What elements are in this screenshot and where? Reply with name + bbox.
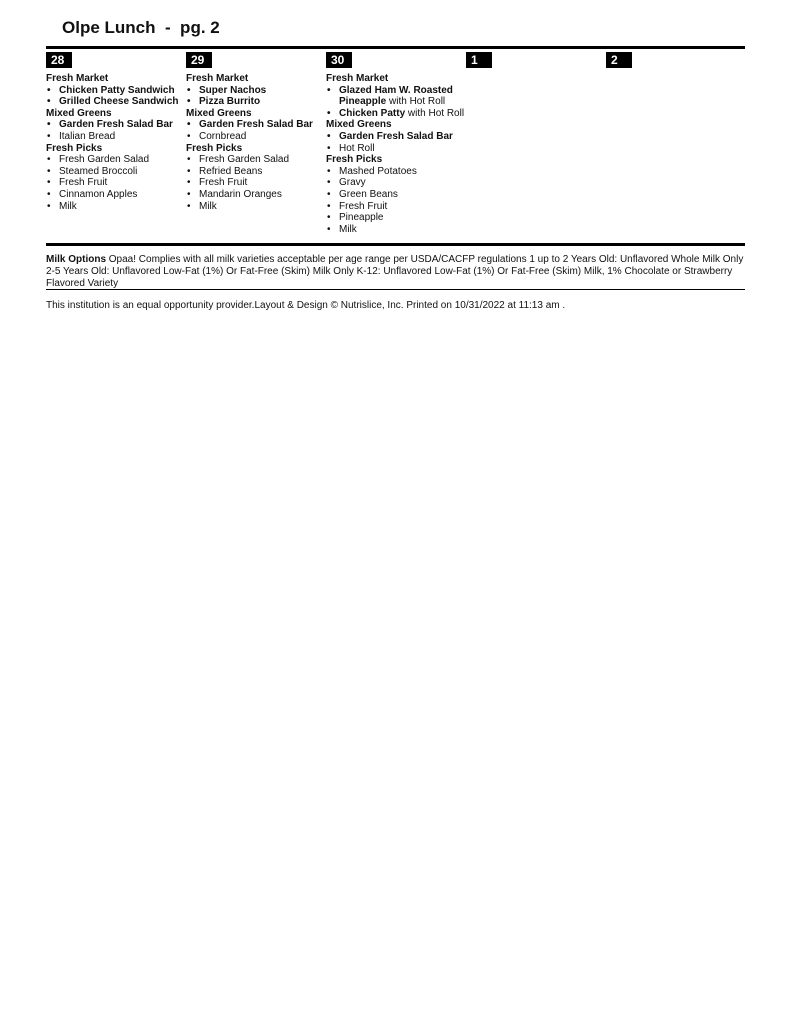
menu-item-name: Fresh Garden Salad bbox=[59, 154, 150, 166]
menu-item bbox=[46, 119, 186, 131]
menu-item-name: Milk bbox=[199, 200, 217, 212]
menu-item-name: Pizza Burrito bbox=[199, 96, 261, 108]
day-column-28 bbox=[46, 51, 186, 212]
day-column-29 bbox=[186, 51, 326, 212]
menu-item-name: Italian Bread bbox=[59, 130, 116, 142]
menu-item bbox=[326, 212, 466, 224]
day-column-30 bbox=[326, 51, 466, 235]
menu-item bbox=[46, 154, 186, 166]
menu-item bbox=[46, 189, 186, 201]
menu-item bbox=[326, 177, 466, 189]
menu-category: Fresh Picks bbox=[186, 142, 243, 154]
menu-item bbox=[46, 96, 186, 108]
day-number: 1 bbox=[466, 52, 492, 68]
menu-category: Fresh Market bbox=[46, 73, 109, 84]
divider bbox=[46, 289, 745, 290]
footer-note: This institution is an equal opportunity provider.Layout & Design © Nutrislice, Inc. Printed on 10/31/2022 at 11:13 am . bbox=[46, 300, 566, 311]
menu-item bbox=[326, 108, 466, 120]
menu-item-name: Garden Fresh Salad Bar bbox=[199, 119, 313, 131]
day-menu bbox=[46, 73, 186, 212]
menu-item bbox=[186, 119, 326, 131]
menu-item-name: Green Beans bbox=[339, 188, 398, 200]
menu-item bbox=[46, 166, 186, 178]
menu-category: Mixed Greens bbox=[326, 119, 392, 131]
menu-category: Mixed Greens bbox=[46, 107, 112, 119]
milk-options-text: Opaa! Complies with all milk varieties acceptable per age range per USDA/CACFP regulations 1 up to 2 Years Old: Unflavored Whole Milk Only 2-5 Years Old: Unflavored Low-Fat (1%) Or Fat-Free (Skim) Milk Only K-12: Unflavored Low-Fat (1%) Or Fat-Free (Skim) Milk, 1% Chocolate or Strawberry Flavored Variety bbox=[46, 254, 744, 289]
menu-item bbox=[46, 85, 186, 97]
menu-item bbox=[46, 177, 186, 189]
menu-item-name: Mashed Potatoes bbox=[339, 165, 417, 177]
menu-item-name: Pineapple bbox=[339, 212, 384, 224]
menu-item-suffix: with Hot Roll bbox=[386, 96, 446, 108]
menu-item bbox=[326, 224, 466, 236]
day-menu bbox=[186, 73, 326, 212]
menu-item-name: Glazed Ham W. Roasted Pineapple bbox=[339, 84, 453, 108]
menu-item-name: Chicken Patty Sandwich bbox=[59, 84, 175, 96]
menu-item-name: Gravy bbox=[339, 177, 366, 189]
menu-item-name: Fresh Garden Salad bbox=[199, 154, 290, 166]
menu-item bbox=[326, 201, 466, 213]
menu-item bbox=[326, 189, 466, 201]
menu-item-name: Cornbread bbox=[199, 130, 247, 142]
menu-category: Fresh Picks bbox=[326, 154, 383, 166]
menu-item-name: Chicken Patty bbox=[339, 107, 406, 119]
menu-item-name: Fresh Fruit bbox=[59, 177, 108, 189]
day-number: 28 bbox=[46, 52, 72, 68]
menu-category: Fresh Market bbox=[186, 73, 249, 84]
day-column-2 bbox=[606, 51, 746, 73]
menu-item bbox=[186, 96, 326, 108]
menu-item-name: Mandarin Oranges bbox=[199, 188, 282, 200]
menu-item-name: Grilled Cheese Sandwich bbox=[59, 96, 179, 108]
menu-category: Mixed Greens bbox=[186, 107, 252, 119]
day-number: 2 bbox=[606, 52, 632, 68]
menu-category: Fresh Picks bbox=[46, 142, 103, 154]
menu-item bbox=[186, 189, 326, 201]
menu-item-suffix: with Hot Roll bbox=[405, 107, 465, 119]
day-number: 30 bbox=[326, 52, 352, 68]
menu-item-name: Hot Roll bbox=[339, 142, 375, 154]
menu-item-name: Fresh Fruit bbox=[199, 177, 248, 189]
menu-item bbox=[186, 85, 326, 97]
menu-item-name: Milk bbox=[339, 223, 357, 235]
menu-item-name: Garden Fresh Salad Bar bbox=[339, 130, 453, 142]
menu-item bbox=[186, 154, 326, 166]
menu-item-name: Cinnamon Apples bbox=[59, 188, 138, 200]
milk-options bbox=[46, 254, 745, 290]
day-number: 29 bbox=[186, 52, 212, 68]
day-menu bbox=[326, 73, 466, 235]
menu-item-name: Super Nachos bbox=[199, 84, 267, 96]
menu-item bbox=[186, 131, 326, 143]
menu-item-name: Fresh Fruit bbox=[339, 200, 388, 212]
menu-item bbox=[326, 166, 466, 178]
milk-options-label: Milk Options bbox=[46, 254, 106, 265]
page-title: Olpe Lunch - pg. 2 bbox=[62, 18, 220, 37]
menu-item bbox=[46, 131, 186, 143]
menu-item-name: Steamed Broccoli bbox=[59, 165, 138, 177]
menu-item bbox=[326, 85, 466, 108]
menu-item bbox=[186, 177, 326, 189]
menu-item bbox=[186, 201, 326, 213]
day-column-1 bbox=[466, 51, 606, 73]
menu-item bbox=[186, 166, 326, 178]
menu-item bbox=[326, 143, 466, 155]
menu-item bbox=[326, 131, 466, 143]
menu-item bbox=[46, 201, 186, 213]
menu-item-name: Milk bbox=[59, 200, 77, 212]
week-calendar bbox=[46, 46, 745, 246]
menu-item-name: Refried Beans bbox=[199, 165, 263, 177]
menu-item-name: Garden Fresh Salad Bar bbox=[59, 119, 173, 131]
menu-category: Fresh Market bbox=[326, 73, 389, 84]
